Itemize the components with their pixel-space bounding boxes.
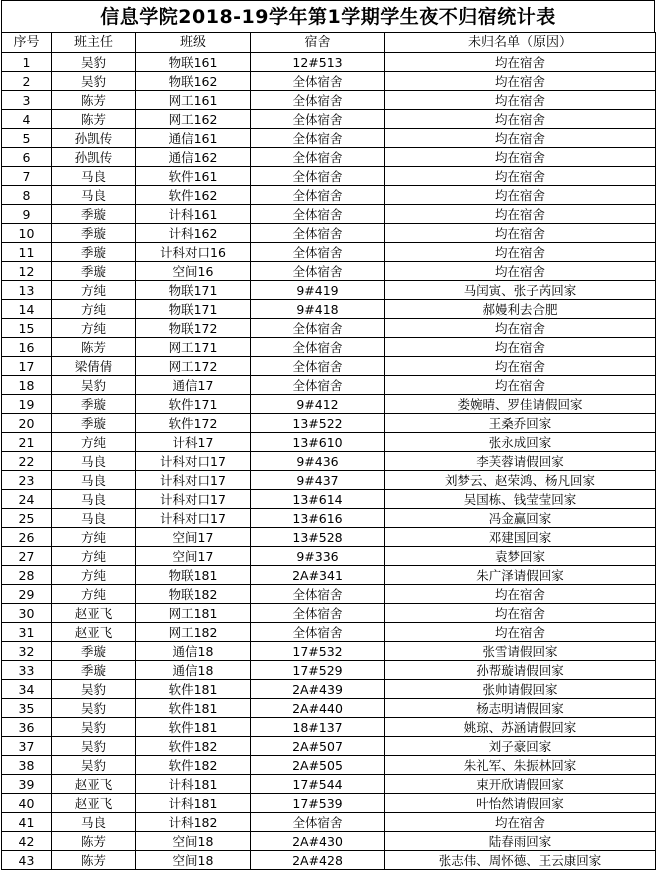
cell-teacher: 方纯 xyxy=(52,547,136,566)
cell-index: 15 xyxy=(2,319,52,338)
cell-absentees: 娄婉晴、罗佳请假回家 xyxy=(385,395,656,414)
cell-teacher: 方纯 xyxy=(52,319,136,338)
cell-absentees: 马闰寅、张子芮回家 xyxy=(385,281,656,300)
cell-index: 6 xyxy=(2,148,52,167)
cell-index: 25 xyxy=(2,509,52,528)
cell-dorm: 9#336 xyxy=(251,547,385,566)
cell-dorm: 全体宿舍 xyxy=(251,243,385,262)
cell-class: 计科对口16 xyxy=(136,243,251,262)
cell-class: 软件181 xyxy=(136,718,251,737)
cell-dorm: 全体宿舍 xyxy=(251,319,385,338)
cell-teacher: 马良 xyxy=(52,509,136,528)
cell-dorm: 全体宿舍 xyxy=(251,623,385,642)
cell-teacher: 季璇 xyxy=(52,243,136,262)
cell-absentees: 朱广泽请假回家 xyxy=(385,566,656,585)
cell-index: 41 xyxy=(2,813,52,832)
table-row xyxy=(2,718,656,737)
cell-index: 30 xyxy=(2,604,52,623)
cell-dorm: 17#529 xyxy=(251,661,385,680)
cell-teacher: 吴豹 xyxy=(52,53,136,72)
cell-absentees: 均在宿舍 xyxy=(385,262,656,281)
cell-index: 32 xyxy=(2,642,52,661)
cell-class: 物联181 xyxy=(136,566,251,585)
cell-teacher: 季璇 xyxy=(52,395,136,414)
cell-index: 40 xyxy=(2,794,52,813)
cell-index: 8 xyxy=(2,186,52,205)
cell-dorm: 全体宿舍 xyxy=(251,72,385,91)
cell-index: 38 xyxy=(2,756,52,775)
table-row xyxy=(2,224,656,243)
cell-class: 物联161 xyxy=(136,53,251,72)
table-row xyxy=(2,433,656,452)
table-row xyxy=(2,490,656,509)
cell-class: 物联182 xyxy=(136,585,251,604)
cell-index: 21 xyxy=(2,433,52,452)
cell-absentees: 刘梦云、赵荣鸿、杨凡回家 xyxy=(385,471,656,490)
table-row xyxy=(2,53,656,72)
cell-dorm: 13#610 xyxy=(251,433,385,452)
cell-dorm: 全体宿舍 xyxy=(251,224,385,243)
header-dorm: 宿舍 xyxy=(251,33,385,53)
cell-absentees: 刘子豪回家 xyxy=(385,737,656,756)
cell-absentees: 姚琼、苏涵请假回家 xyxy=(385,718,656,737)
cell-class: 计科对口17 xyxy=(136,471,251,490)
cell-teacher: 吴豹 xyxy=(52,737,136,756)
cell-absentees: 张帅请假回家 xyxy=(385,680,656,699)
header-absentees: 未归名单（原因） xyxy=(385,33,656,53)
cell-absentees: 均在宿舍 xyxy=(385,338,656,357)
table-row xyxy=(2,338,656,357)
table-row xyxy=(2,604,656,623)
cell-class: 空间17 xyxy=(136,528,251,547)
cell-absentees: 均在宿舍 xyxy=(385,186,656,205)
table-row xyxy=(2,813,656,832)
table-row xyxy=(2,528,656,547)
header-row xyxy=(2,33,656,53)
cell-class: 网工162 xyxy=(136,110,251,129)
cell-absentees: 均在宿舍 xyxy=(385,167,656,186)
table-row xyxy=(2,699,656,718)
cell-index: 39 xyxy=(2,775,52,794)
cell-dorm: 13#616 xyxy=(251,509,385,528)
cell-teacher: 马良 xyxy=(52,186,136,205)
cell-index: 7 xyxy=(2,167,52,186)
cell-dorm: 9#437 xyxy=(251,471,385,490)
cell-absentees: 均在宿舍 xyxy=(385,585,656,604)
cell-class: 网工171 xyxy=(136,338,251,357)
cell-absentees: 均在宿舍 xyxy=(385,53,656,72)
table-row xyxy=(2,471,656,490)
cell-absentees: 均在宿舍 xyxy=(385,319,656,338)
cell-index: 4 xyxy=(2,110,52,129)
table-row xyxy=(2,281,656,300)
cell-index: 31 xyxy=(2,623,52,642)
cell-index: 24 xyxy=(2,490,52,509)
cell-absentees: 均在宿舍 xyxy=(385,205,656,224)
cell-dorm: 17#544 xyxy=(251,775,385,794)
cell-index: 22 xyxy=(2,452,52,471)
cell-index: 36 xyxy=(2,718,52,737)
cell-teacher: 方纯 xyxy=(52,528,136,547)
cell-teacher: 赵亚飞 xyxy=(52,794,136,813)
cell-class: 网工181 xyxy=(136,604,251,623)
cell-teacher: 马良 xyxy=(52,452,136,471)
table-row xyxy=(2,452,656,471)
cell-teacher: 陈芳 xyxy=(52,338,136,357)
header-index: 序号 xyxy=(2,33,52,53)
cell-class: 软件161 xyxy=(136,167,251,186)
cell-dorm: 全体宿舍 xyxy=(251,813,385,832)
table-row xyxy=(2,737,656,756)
cell-index: 13 xyxy=(2,281,52,300)
cell-index: 16 xyxy=(2,338,52,357)
cell-teacher: 马良 xyxy=(52,813,136,832)
cell-dorm: 17#539 xyxy=(251,794,385,813)
cell-teacher: 季璇 xyxy=(52,661,136,680)
cell-absentees: 均在宿舍 xyxy=(385,623,656,642)
cell-index: 11 xyxy=(2,243,52,262)
cell-index: 28 xyxy=(2,566,52,585)
cell-teacher: 陈芳 xyxy=(52,851,136,870)
cell-index: 26 xyxy=(2,528,52,547)
cell-absentees: 张志伟、周怀德、王云康回家 xyxy=(385,851,656,870)
cell-class: 软件182 xyxy=(136,756,251,775)
cell-dorm: 9#436 xyxy=(251,452,385,471)
cell-absentees: 均在宿舍 xyxy=(385,224,656,243)
cell-class: 计科对口17 xyxy=(136,509,251,528)
cell-teacher: 吴豹 xyxy=(52,718,136,737)
cell-absentees: 均在宿舍 xyxy=(385,243,656,262)
cell-dorm: 9#419 xyxy=(251,281,385,300)
cell-dorm: 12#513 xyxy=(251,53,385,72)
cell-class: 软件162 xyxy=(136,186,251,205)
cell-dorm: 2A#505 xyxy=(251,756,385,775)
cell-class: 物联172 xyxy=(136,319,251,338)
cell-teacher: 方纯 xyxy=(52,433,136,452)
table-row xyxy=(2,148,656,167)
cell-absentees: 张雪请假回家 xyxy=(385,642,656,661)
cell-dorm: 全体宿舍 xyxy=(251,148,385,167)
cell-index: 5 xyxy=(2,129,52,148)
cell-class: 计科17 xyxy=(136,433,251,452)
cell-teacher: 方纯 xyxy=(52,300,136,319)
table-row xyxy=(2,756,656,775)
cell-index: 3 xyxy=(2,91,52,110)
table-row xyxy=(2,585,656,604)
cell-dorm: 全体宿舍 xyxy=(251,186,385,205)
cell-class: 网工161 xyxy=(136,91,251,110)
cell-absentees: 陆春雨回家 xyxy=(385,832,656,851)
cell-teacher: 马良 xyxy=(52,490,136,509)
cell-index: 33 xyxy=(2,661,52,680)
cell-dorm: 全体宿舍 xyxy=(251,357,385,376)
cell-teacher: 马良 xyxy=(52,471,136,490)
cell-index: 1 xyxy=(2,53,52,72)
table-row xyxy=(2,129,656,148)
cell-teacher: 季璇 xyxy=(52,642,136,661)
header-teacher: 班主任 xyxy=(52,33,136,53)
cell-teacher: 赵亚飞 xyxy=(52,604,136,623)
cell-dorm: 全体宿舍 xyxy=(251,262,385,281)
cell-teacher: 马良 xyxy=(52,167,136,186)
cell-class: 计科181 xyxy=(136,794,251,813)
table-row xyxy=(2,566,656,585)
cell-class: 通信161 xyxy=(136,129,251,148)
cell-absentees: 杨志明请假回家 xyxy=(385,699,656,718)
cell-class: 空间18 xyxy=(136,832,251,851)
cell-index: 37 xyxy=(2,737,52,756)
cell-dorm: 13#522 xyxy=(251,414,385,433)
cell-class: 通信17 xyxy=(136,376,251,395)
table-row xyxy=(2,186,656,205)
table-row xyxy=(2,319,656,338)
header-class: 班级 xyxy=(136,33,251,53)
cell-absentees: 均在宿舍 xyxy=(385,110,656,129)
cell-index: 35 xyxy=(2,699,52,718)
cell-absentees: 均在宿舍 xyxy=(385,72,656,91)
cell-teacher: 方纯 xyxy=(52,585,136,604)
table-row xyxy=(2,357,656,376)
cell-absentees: 均在宿舍 xyxy=(385,148,656,167)
table-row xyxy=(2,794,656,813)
cell-dorm: 2A#341 xyxy=(251,566,385,585)
cell-class: 空间18 xyxy=(136,851,251,870)
cell-absentees: 均在宿舍 xyxy=(385,376,656,395)
cell-dorm: 2A#430 xyxy=(251,832,385,851)
table-row xyxy=(2,509,656,528)
cell-class: 通信162 xyxy=(136,148,251,167)
cell-class: 通信18 xyxy=(136,661,251,680)
cell-dorm: 全体宿舍 xyxy=(251,604,385,623)
cell-dorm: 13#528 xyxy=(251,528,385,547)
table-row xyxy=(2,851,656,870)
cell-dorm: 全体宿舍 xyxy=(251,338,385,357)
cell-absentees: 王桑乔回家 xyxy=(385,414,656,433)
cell-index: 20 xyxy=(2,414,52,433)
cell-dorm: 全体宿舍 xyxy=(251,110,385,129)
table-row xyxy=(2,205,656,224)
cell-teacher: 陈芳 xyxy=(52,110,136,129)
cell-index: 17 xyxy=(2,357,52,376)
table-row xyxy=(2,72,656,91)
cell-dorm: 9#418 xyxy=(251,300,385,319)
cell-dorm: 9#412 xyxy=(251,395,385,414)
cell-index: 34 xyxy=(2,680,52,699)
cell-index: 42 xyxy=(2,832,52,851)
cell-class: 软件181 xyxy=(136,699,251,718)
spreadsheet xyxy=(1,0,655,870)
table-row xyxy=(2,167,656,186)
cell-teacher: 季璇 xyxy=(52,414,136,433)
cell-class: 空间16 xyxy=(136,262,251,281)
table-row xyxy=(2,547,656,566)
cell-dorm: 全体宿舍 xyxy=(251,167,385,186)
table-row xyxy=(2,110,656,129)
cell-teacher: 方纯 xyxy=(52,566,136,585)
cell-class: 物联171 xyxy=(136,300,251,319)
cell-absentees: 袁梦回家 xyxy=(385,547,656,566)
cell-absentees: 孙帮璇请假回家 xyxy=(385,661,656,680)
cell-index: 10 xyxy=(2,224,52,243)
cell-absentees: 均在宿舍 xyxy=(385,813,656,832)
cell-dorm: 17#532 xyxy=(251,642,385,661)
cell-class: 软件182 xyxy=(136,737,251,756)
cell-absentees: 均在宿舍 xyxy=(385,604,656,623)
cell-absentees: 均在宿舍 xyxy=(385,357,656,376)
table-row xyxy=(2,395,656,414)
cell-teacher: 梁倩倩 xyxy=(52,357,136,376)
cell-index: 43 xyxy=(2,851,52,870)
cell-absentees: 束开欣请假回家 xyxy=(385,775,656,794)
cell-class: 通信18 xyxy=(136,642,251,661)
cell-absentees: 吴国栋、钱莹莹回家 xyxy=(385,490,656,509)
cell-dorm: 2A#439 xyxy=(251,680,385,699)
cell-index: 12 xyxy=(2,262,52,281)
cell-teacher: 吴豹 xyxy=(52,72,136,91)
table-row xyxy=(2,262,656,281)
cell-index: 14 xyxy=(2,300,52,319)
table-title: 信息学院2018-19学年第1学期学生夜不归宿统计表 xyxy=(1,0,655,32)
table-row xyxy=(2,376,656,395)
cell-class: 空间17 xyxy=(136,547,251,566)
cell-dorm: 2A#440 xyxy=(251,699,385,718)
table-row xyxy=(2,775,656,794)
table-row xyxy=(2,300,656,319)
cell-dorm: 2A#428 xyxy=(251,851,385,870)
cell-class: 物联162 xyxy=(136,72,251,91)
cell-teacher: 方纯 xyxy=(52,281,136,300)
cell-class: 网工172 xyxy=(136,357,251,376)
cell-index: 29 xyxy=(2,585,52,604)
cell-teacher: 赵亚飞 xyxy=(52,623,136,642)
cell-absentees: 朱礼军、朱振林回家 xyxy=(385,756,656,775)
cell-absentees: 叶怡然请假回家 xyxy=(385,794,656,813)
cell-teacher: 吴豹 xyxy=(52,376,136,395)
cell-absentees: 冯金赢回家 xyxy=(385,509,656,528)
cell-teacher: 吴豹 xyxy=(52,699,136,718)
cell-dorm: 全体宿舍 xyxy=(251,129,385,148)
cell-absentees: 李芙蓉请假回家 xyxy=(385,452,656,471)
cell-teacher: 吴豹 xyxy=(52,680,136,699)
cell-teacher: 孙凯传 xyxy=(52,148,136,167)
table-row xyxy=(2,91,656,110)
table-row xyxy=(2,832,656,851)
cell-absentees: 张永成回家 xyxy=(385,433,656,452)
cell-class: 计科182 xyxy=(136,813,251,832)
table-row xyxy=(2,642,656,661)
cell-class: 计科对口17 xyxy=(136,452,251,471)
cell-dorm: 全体宿舍 xyxy=(251,91,385,110)
attendance-table xyxy=(1,32,656,870)
cell-dorm: 全体宿舍 xyxy=(251,376,385,395)
table-row xyxy=(2,680,656,699)
table-row xyxy=(2,661,656,680)
cell-teacher: 季璇 xyxy=(52,205,136,224)
cell-class: 软件171 xyxy=(136,395,251,414)
cell-index: 19 xyxy=(2,395,52,414)
cell-index: 18 xyxy=(2,376,52,395)
cell-dorm: 2A#507 xyxy=(251,737,385,756)
table-row xyxy=(2,414,656,433)
cell-teacher: 陈芳 xyxy=(52,91,136,110)
cell-class: 计科162 xyxy=(136,224,251,243)
cell-absentees: 郝嫚利去合肥 xyxy=(385,300,656,319)
cell-absentees: 均在宿舍 xyxy=(385,129,656,148)
cell-absentees: 邓建国回家 xyxy=(385,528,656,547)
cell-class: 计科161 xyxy=(136,205,251,224)
cell-class: 软件172 xyxy=(136,414,251,433)
table-body xyxy=(2,53,656,870)
cell-index: 2 xyxy=(2,72,52,91)
cell-index: 23 xyxy=(2,471,52,490)
cell-teacher: 吴豹 xyxy=(52,756,136,775)
cell-index: 27 xyxy=(2,547,52,566)
table-row xyxy=(2,243,656,262)
cell-teacher: 季璇 xyxy=(52,224,136,243)
table-row xyxy=(2,623,656,642)
cell-teacher: 赵亚飞 xyxy=(52,775,136,794)
cell-class: 软件181 xyxy=(136,680,251,699)
cell-absentees: 均在宿舍 xyxy=(385,91,656,110)
cell-teacher: 季璇 xyxy=(52,262,136,281)
cell-class: 计科对口17 xyxy=(136,490,251,509)
cell-index: 9 xyxy=(2,205,52,224)
cell-class: 计科181 xyxy=(136,775,251,794)
cell-teacher: 陈芳 xyxy=(52,832,136,851)
cell-dorm: 全体宿舍 xyxy=(251,585,385,604)
cell-class: 网工182 xyxy=(136,623,251,642)
cell-teacher: 孙凯传 xyxy=(52,129,136,148)
cell-dorm: 13#614 xyxy=(251,490,385,509)
cell-class: 物联171 xyxy=(136,281,251,300)
cell-dorm: 18#137 xyxy=(251,718,385,737)
cell-dorm: 全体宿舍 xyxy=(251,205,385,224)
